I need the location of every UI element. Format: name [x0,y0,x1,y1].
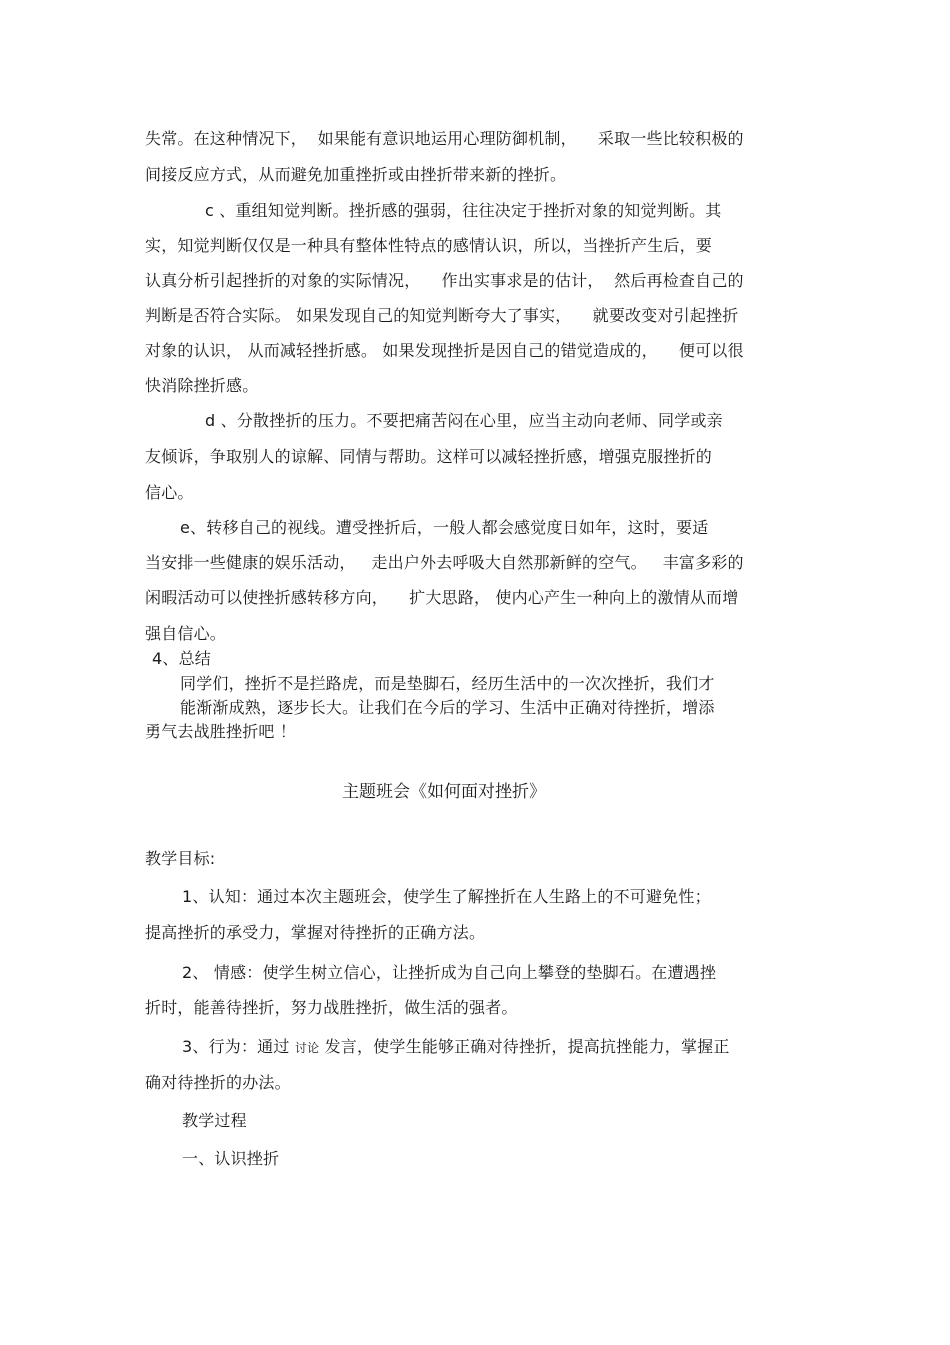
paragraph-line: 信心。 [145,483,194,502]
paragraph-line: 闲暇活动可以使挫折感转移方向， 扩大思路， 使内心产生一种向上的激情从而增 [145,588,739,607]
goal-3-prefix: 3、行为：通过 [182,1037,295,1056]
paragraph-line: 勇气去战胜挫折吧 ！ [145,722,297,741]
paragraph-line: 当安排一些健康的娱乐活动， 走出户外去呼吸大自然那新鲜的空气。 丰富多彩的 [145,553,744,572]
goal-1-line: 1、认知：通过本次主题班会，使学生了解挫折在人生路上的不可避免性； [182,887,711,906]
goal-3-suffix: 发言，使学生能够正确对待挫折，提高抗挫能力，掌握正 [319,1037,730,1056]
paragraph-line: e、转移自己的视线。遭受挫折后，一般人都会感觉度日如年，这时，要适 [180,518,709,537]
step-heading: 一、认识挫折 [182,1149,280,1168]
paragraph-line: 对象的认识， 从而减轻挫折感。 如果发现挫折是因自己的错觉造成的， 便可以很 [145,341,744,360]
goal-3-line [182,1036,730,1059]
paragraph-line: 同学们，挫折不是拦路虎，而是垫脚石，经历生活中的一次次挫折，我们才 [180,674,715,693]
paragraph-line: 失常。在这种情况下， 如果能有意识地运用心理防御机制， 采取一些比较积极的 [145,129,744,148]
paragraph-line: c 、重组知觉判断。挫折感的强弱，往往决定于挫折对象的知觉判断。其 [205,201,722,220]
paragraph-line: 强自信心。 [145,624,227,643]
goals-heading: 教学目标: [145,849,216,868]
goal-3-line: 确对待挫折的办法。 [145,1073,291,1092]
paragraph-line: 间接反应方式，从而避免加重挫折或由挫折带来新的挫折。 [145,165,567,184]
paragraph-line: 友倾诉，争取别人的谅解、同情与帮助。这样可以减轻挫折感，增强克服挫折的 [145,447,713,466]
paragraph-line: 快消除挫折感。 [145,376,259,395]
goal-2-line: 2、 情感：使学生树立信心，让挫折成为自己向上攀登的垫脚石。在遭遇挫 [182,963,717,982]
goal-2-line: 折时，能善待挫折，努力战胜挫折，做生活的强者。 [145,998,518,1017]
paragraph-line: 认真分析引起挫折的对象的实际情况， 作出实事求是的估计， 然后再检查自己的 [145,271,744,290]
goal-1-line: 提高挫折的承受力，掌握对待挫折的正确方法。 [145,923,486,942]
paragraph-line: 判断是否符合实际。 如果发现自己的知觉判断夸大了事实， 就要改变对引起挫折 [145,306,739,325]
paragraph-line: d 、分散挫折的压力。不要把痛苦闷在心里，应当主动向老师、同学或亲 [205,411,723,430]
section-heading-summary: 4、总结 [152,649,211,668]
paragraph-line: 能渐渐成熟，逐步长大。让我们在今后的学习、生活中正确对待挫折，增添 [180,698,715,717]
paragraph-line: 实，知觉判断仅仅是一种具有整体性特点的感情认识，所以，当挫折产生后，要 [145,236,713,255]
goal-3-small-word: 讨论 [294,1041,320,1055]
process-heading: 教学过程 [182,1111,247,1130]
section-title: 主题班会《如何面对挫折》 [342,782,546,802]
